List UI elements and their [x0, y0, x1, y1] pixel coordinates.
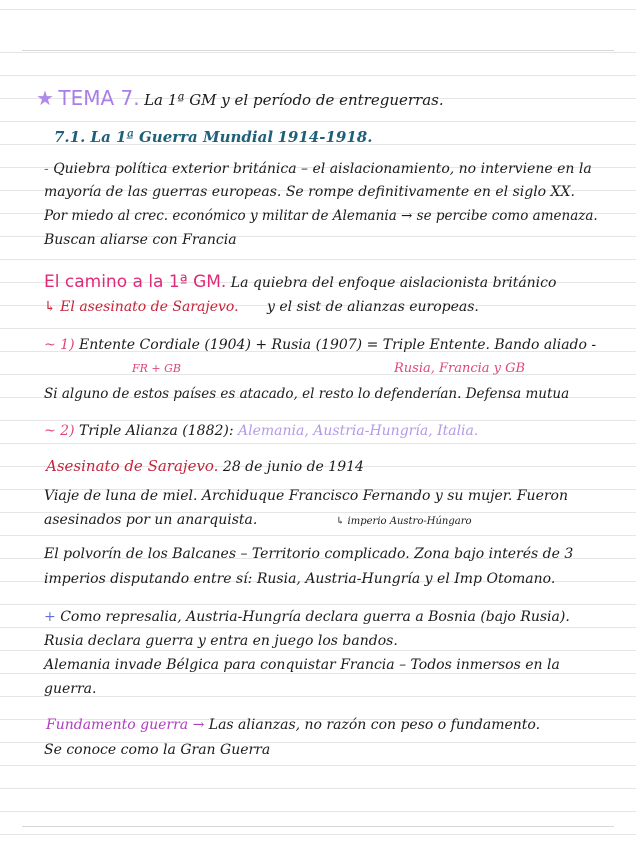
sarajevo-date: 28 de junio de 1914	[222, 459, 364, 475]
intro-line-1	[44, 160, 592, 178]
sarajevo-heading-line	[46, 457, 364, 476]
intro-line-4: Buscan aliarse con Francia	[44, 232, 237, 248]
intro-text-1: Quiebra política exterior británica – el aislacionamiento, no interviene en la	[53, 161, 592, 177]
star-icon: ★	[36, 86, 54, 110]
represalia-line-4: guerra.	[44, 681, 97, 697]
section-71-years: 1914-1918.	[277, 128, 373, 146]
section-71-heading: 7.1. La 1ª Guerra Mundial	[54, 128, 274, 146]
page-title: La 1ª GM y el período de entreguerras.	[144, 91, 444, 109]
sarajevo-line-2: asesinados por un anarquista.	[44, 512, 258, 528]
intro-dash: -	[44, 161, 49, 177]
camino-heading: El camino a la 1ª GM.	[44, 272, 227, 292]
entente-note-left: FR + GB	[132, 362, 181, 375]
sarajevo-subheading: ↳ El asesinato de Sarajevo.	[44, 299, 239, 315]
fundamento-text: Las alianzas, no razón con peso o fundamento.	[208, 717, 541, 733]
sarajevo-note: ↳ imperio Austro-Húngaro	[336, 516, 472, 527]
alianza-members: Alemania, Austria-Hungría, Italia.	[238, 423, 479, 439]
fundamento-line-2: Se conoce como la Gran Guerra	[44, 742, 271, 758]
fundamento-heading: Fundamento guerra →	[46, 717, 205, 733]
entente-line	[44, 336, 596, 354]
plus-marker: +	[44, 609, 56, 625]
sarajevo-line-1: Viaje de luna de miel. Archiduque Francisco Fernando y su mujer. Fueron	[44, 488, 568, 504]
camino-line-1	[44, 273, 556, 292]
entente-note-right: Rusia, Francia y GB	[394, 361, 526, 376]
tema-label: TEMA 7.	[58, 86, 140, 110]
camino-line-2	[44, 298, 479, 316]
sarajevo-heading: Asesinato de Sarajevo.	[46, 457, 219, 475]
alianza-text: Triple Alianza (1882):	[79, 423, 234, 439]
entente-marker: ~ 1)	[44, 337, 75, 353]
balcanes-line-1: El polvorín de los Balcanes – Territorio complicado. Zona bajo interés de 3	[44, 546, 574, 562]
defensa-line: Si alguno de estos países es atacado, el resto lo defenderían. Defensa mutua	[44, 386, 570, 402]
camino-line1-text: La quiebra del enfoque aislacionista británico	[230, 275, 557, 291]
camino-line2-text: y el sist de alianzas europeas.	[266, 299, 479, 315]
intro-line-2: mayoría de las guerras europeas. Se rompe definitivamente en el siglo XX.	[44, 184, 575, 200]
balcanes-line-2: imperios disputando entre sí: Rusia, Austria-Hungría y el Imp Otomano.	[44, 571, 556, 587]
header-line	[36, 86, 444, 110]
entente-text: Entente Cordiale (1904) + Rusia (1907) = Triple Entente. Bando aliado -	[79, 337, 597, 353]
fundamento-line-1	[46, 716, 540, 734]
represalia-text-1: Como represalia, Austria-Hungría declara guerra a Bosnia (bajo Rusia).	[60, 609, 570, 625]
intro-line-3: Por miedo al crec. económico y militar de Alemania → se percibe como amenaza.	[44, 208, 598, 224]
section-heading-71	[54, 128, 372, 147]
represalia-line-1	[44, 608, 570, 626]
alianza-line	[44, 422, 478, 440]
alianza-marker: ~ 2)	[44, 423, 75, 439]
represalia-line-2: Rusia declara guerra y entra en juego los bandos.	[44, 633, 398, 649]
top-rule	[22, 50, 614, 51]
bottom-rule	[22, 826, 614, 827]
represalia-line-3: Alemania invade Bélgica para conquistar Francia – Todos inmersos en la	[44, 657, 560, 673]
